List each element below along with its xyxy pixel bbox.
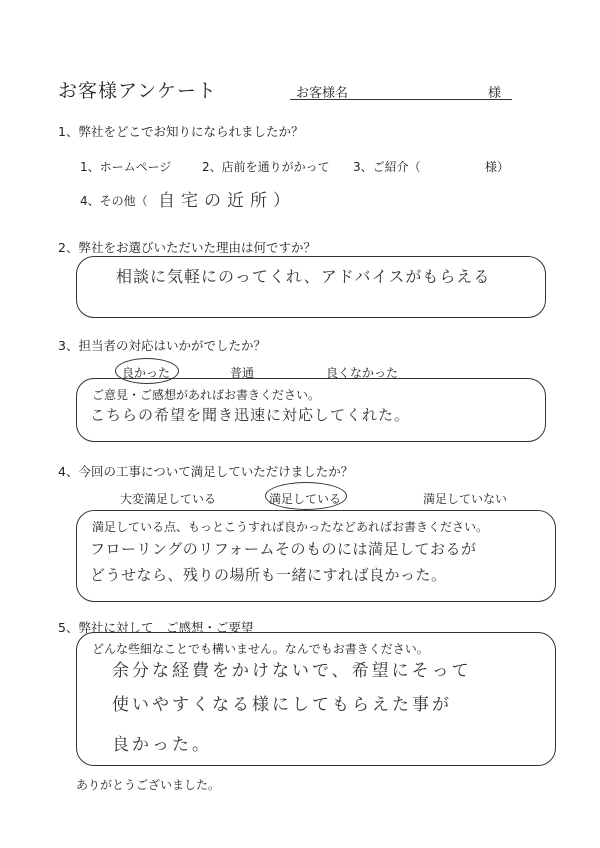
q5-handwritten-answer-line-3: 良かった。: [112, 735, 212, 755]
question-2: 2、弊社をお選びいただいた理由は何ですか？: [58, 240, 316, 255]
q5-handwritten-answer-line-2: 使いやすくなる様にしてもらえた事が: [112, 695, 452, 715]
q3-option-bad[interactable]: 良くなかった: [326, 366, 399, 380]
q1-option-homepage[interactable]: 1、ホームページ: [80, 160, 172, 174]
q1-option-referral[interactable]: 3、ご紹介（: [353, 160, 421, 174]
q4-option-satisfied[interactable]: 満足している: [269, 492, 342, 506]
question-3: 3、担当者の対応はいかがでしたか？: [58, 338, 266, 353]
q2-handwritten-answer: 相談に気軽にのってくれ、アドバイスがもらえる: [116, 267, 491, 286]
q5-handwritten-answer-line-1: 余分な経費をかけないで、希望にそって: [112, 661, 472, 681]
q1-option-other[interactable]: 4、その他（: [80, 194, 148, 208]
q4-handwritten-answer-line-2: どうせなら、残りの場所も一緒にすれば良かった。: [90, 566, 447, 584]
page-title: お客様アンケート: [58, 80, 217, 102]
q3-comment-prompt: ご意見・ご感想があればお書きください。: [92, 388, 321, 402]
customer-name-field[interactable]: [290, 99, 512, 100]
q5-comment-prompt: どんな些細なことでも構いません。なんでもお書きください。: [92, 642, 429, 656]
question-4: 4、今回の工事について満足していただけましたか？: [58, 464, 354, 479]
q4-comment-prompt: 満足している点、もっとこうすれば良かったなどあればお書きください。: [92, 520, 489, 534]
q4-option-very-satisfied[interactable]: 大変満足している: [120, 492, 217, 506]
customer-name-label: お客様名: [296, 86, 349, 101]
thanks-message: ありがとうございました。: [76, 778, 221, 792]
q1-other-handwritten-answer: 自宅の近所）: [158, 191, 296, 211]
q1-option-referral-suffix: 様）: [485, 160, 510, 174]
q4-option-not-satisfied[interactable]: 満足していない: [423, 492, 508, 506]
q3-option-good[interactable]: 良かった: [122, 366, 171, 380]
customer-name-suffix: 様: [488, 86, 502, 101]
q3-handwritten-answer: こちらの希望を聞き迅速に対応してくれた。: [90, 406, 411, 424]
question-1: 1、弊社をどこでお知りになられましたか？: [58, 124, 304, 139]
q4-handwritten-answer-line-1: フローリングのリフォームそのものには満足しておるが: [90, 540, 477, 558]
q1-option-storefront[interactable]: 2、店前を通りがかって: [202, 160, 330, 174]
q3-option-average[interactable]: 普通: [230, 366, 255, 380]
question-5: 5、弊社に対して ご感想・ご要望: [58, 620, 254, 635]
